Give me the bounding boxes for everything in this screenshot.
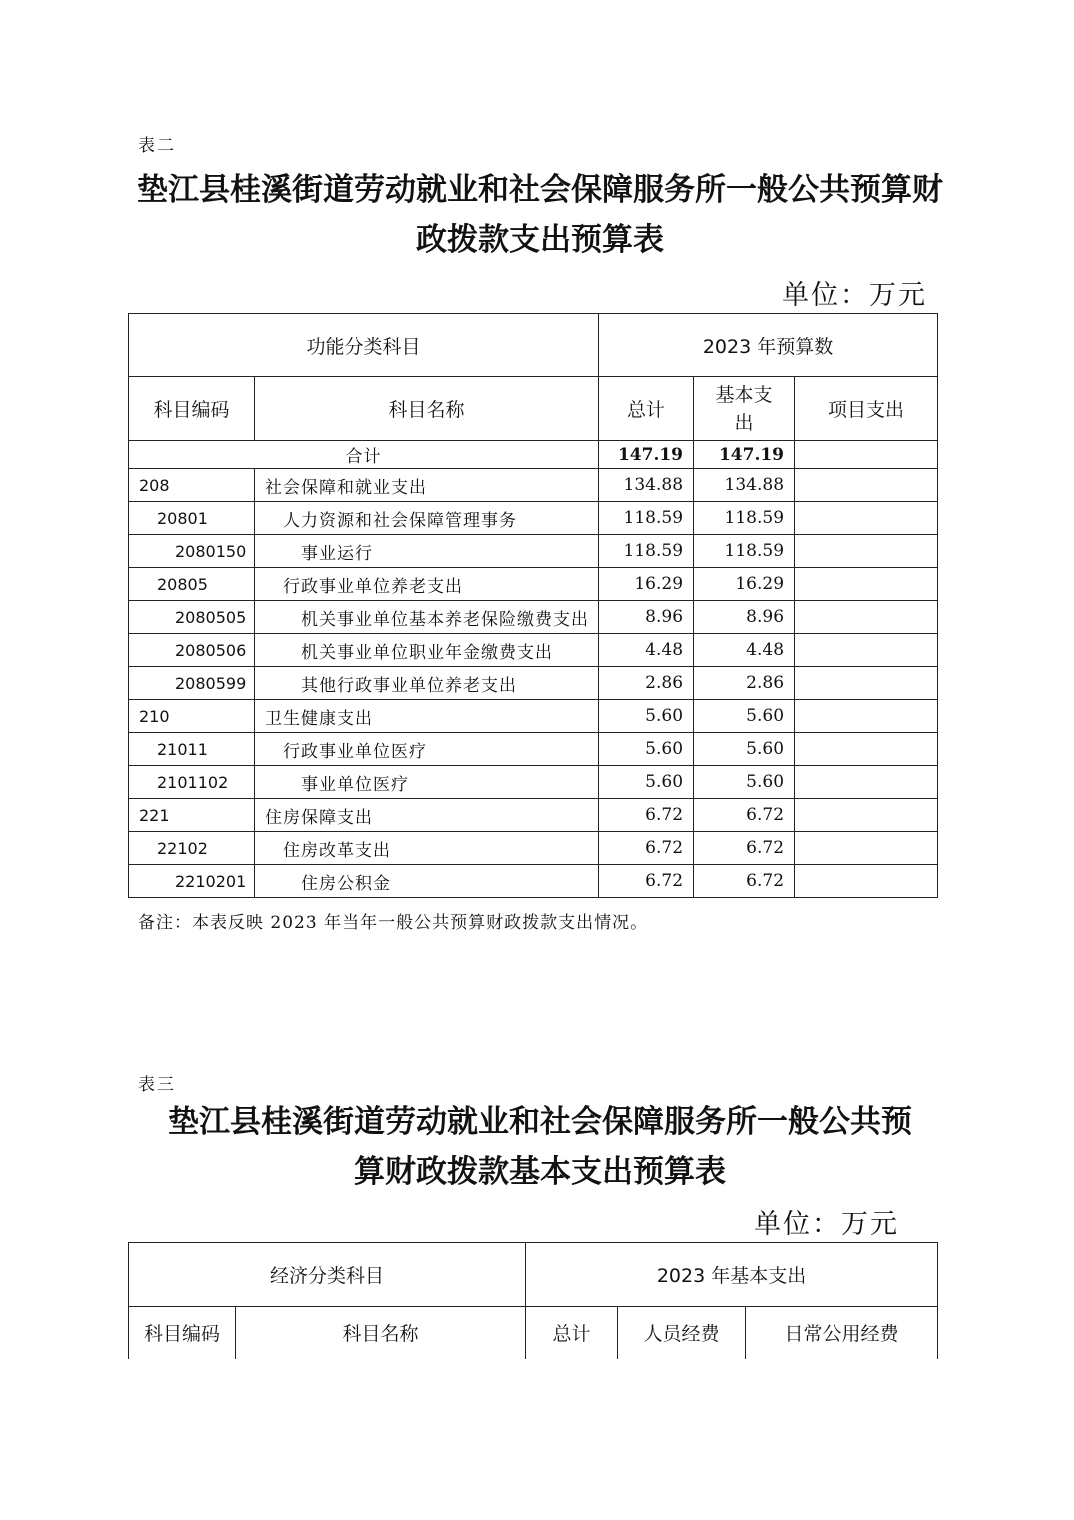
table-row — [129, 535, 938, 568]
row-code: 221 — [129, 799, 255, 832]
row-project — [795, 865, 938, 898]
row-basic: 118.59 — [694, 535, 795, 568]
row-total: 6.72 — [599, 799, 694, 832]
row-project — [795, 733, 938, 766]
table-row — [129, 865, 938, 898]
table-row — [129, 502, 938, 535]
table3-header-personnel: 人员经费 — [618, 1307, 746, 1359]
table-row — [129, 766, 938, 799]
row-project — [795, 832, 938, 865]
row-project — [795, 634, 938, 667]
row-total: 6.72 — [599, 832, 694, 865]
row-total: 5.60 — [599, 700, 694, 733]
row-name: 人力资源和社会保障管理事务 — [255, 502, 599, 535]
row-name: 社会保障和就业支出 — [255, 469, 599, 502]
table-row — [129, 799, 938, 832]
table2-title — [100, 167, 980, 263]
row-total: 2.86 — [599, 667, 694, 700]
row-total: 118.59 — [599, 502, 694, 535]
table3-grid — [128, 1242, 938, 1359]
table2-label: 表二 — [138, 136, 176, 156]
table2-header-total: 总计 — [599, 377, 694, 441]
table3-unit: 单位：万元 — [754, 1209, 899, 1240]
row-name: 事业运行 — [255, 535, 599, 568]
row-basic: 8.96 — [694, 601, 795, 634]
row-name: 住房保障支出 — [255, 799, 599, 832]
row-total: 134.88 — [599, 469, 694, 502]
table-row — [129, 832, 938, 865]
row-name: 其他行政事业单位养老支出 — [255, 667, 599, 700]
row-code: 2210201 — [129, 865, 255, 898]
table2-total-project — [795, 441, 938, 469]
row-code: 22102 — [129, 832, 255, 865]
table2-total-total: 147.19 — [599, 441, 694, 469]
row-total: 5.60 — [599, 733, 694, 766]
table2-header-name: 科目名称 — [255, 377, 599, 441]
table-row — [129, 601, 938, 634]
row-name: 住房公积金 — [255, 865, 599, 898]
table2-header-project: 项目支出 — [795, 377, 938, 441]
table3-label: 表三 — [138, 1075, 176, 1095]
table3-header-name: 科目名称 — [236, 1307, 526, 1359]
table2-title-line2: 政拨款支出预算表 — [416, 222, 664, 258]
row-basic: 6.72 — [694, 799, 795, 832]
table-row — [129, 568, 938, 601]
table2-total-basic: 147.19 — [694, 441, 795, 469]
row-total: 5.60 — [599, 766, 694, 799]
row-name: 事业单位医疗 — [255, 766, 599, 799]
table2-grid — [128, 313, 938, 898]
row-total: 8.96 — [599, 601, 694, 634]
row-code: 20801 — [129, 502, 255, 535]
table3-header-code: 科目编码 — [129, 1307, 236, 1359]
row-project — [795, 766, 938, 799]
row-code: 2101102 — [129, 766, 255, 799]
row-name: 行政事业单位养老支出 — [255, 568, 599, 601]
row-basic: 2.86 — [694, 667, 795, 700]
row-basic: 6.72 — [694, 832, 795, 865]
row-total: 4.48 — [599, 634, 694, 667]
table3-title-line2: 算财政拨款基本支出预算表 — [354, 1154, 726, 1190]
table2-header-functional-class: 功能分类科目 — [129, 314, 599, 377]
row-basic: 5.60 — [694, 700, 795, 733]
row-code: 210 — [129, 700, 255, 733]
row-project — [795, 799, 938, 832]
row-name: 机关事业单位基本养老保险缴费支出 — [255, 601, 599, 634]
table3-title — [100, 1099, 980, 1195]
row-project — [795, 535, 938, 568]
row-code: 208 — [129, 469, 255, 502]
table2-total-label: 合计 — [129, 441, 599, 469]
row-project — [795, 667, 938, 700]
table2-header-basic: 基本支出 — [694, 377, 795, 441]
table3-header-basic-expense: 2023 年基本支出 — [526, 1243, 938, 1307]
row-basic: 6.72 — [694, 865, 795, 898]
row-basic: 134.88 — [694, 469, 795, 502]
row-name: 机关事业单位职业年金缴费支出 — [255, 634, 599, 667]
row-total: 16.29 — [599, 568, 694, 601]
row-name: 卫生健康支出 — [255, 700, 599, 733]
row-project — [795, 469, 938, 502]
row-code: 2080150 — [129, 535, 255, 568]
row-code: 2080505 — [129, 601, 255, 634]
row-code: 2080506 — [129, 634, 255, 667]
table3-title-line1: 垫江县桂溪街道劳动就业和社会保障服务所一般公共预 — [168, 1104, 912, 1140]
table3-header-economic-class: 经济分类科目 — [129, 1243, 526, 1307]
table2-header-code: 科目编码 — [129, 377, 255, 441]
table-row — [129, 469, 938, 502]
table2-note: 备注：本表反映 2023 年当年一般公共预算财政拨款支出情况。 — [138, 913, 649, 933]
row-name: 住房改革支出 — [255, 832, 599, 865]
row-project — [795, 568, 938, 601]
row-project — [795, 601, 938, 634]
row-code: 2080599 — [129, 667, 255, 700]
row-basic: 118.59 — [694, 502, 795, 535]
row-basic: 4.48 — [694, 634, 795, 667]
row-total: 118.59 — [599, 535, 694, 568]
row-project — [795, 700, 938, 733]
table3-header-public: 日常公用经费 — [746, 1307, 938, 1359]
table-row — [129, 634, 938, 667]
table-row — [129, 667, 938, 700]
row-project — [795, 502, 938, 535]
row-code: 21011 — [129, 733, 255, 766]
row-basic: 16.29 — [694, 568, 795, 601]
row-name: 行政事业单位医疗 — [255, 733, 599, 766]
row-basic: 5.60 — [694, 733, 795, 766]
row-basic: 5.60 — [694, 766, 795, 799]
table3-header-total: 总计 — [526, 1307, 618, 1359]
table-row — [129, 733, 938, 766]
table2-unit: 单位：万元 — [782, 280, 927, 311]
table2-header-budget-year: 2023 年预算数 — [599, 314, 938, 377]
table2-title-line1: 垫江县桂溪街道劳动就业和社会保障服务所一般公共预算财 — [137, 172, 943, 208]
table2-total-row — [129, 441, 938, 469]
row-code: 20805 — [129, 568, 255, 601]
table-row — [129, 700, 938, 733]
row-total: 6.72 — [599, 865, 694, 898]
